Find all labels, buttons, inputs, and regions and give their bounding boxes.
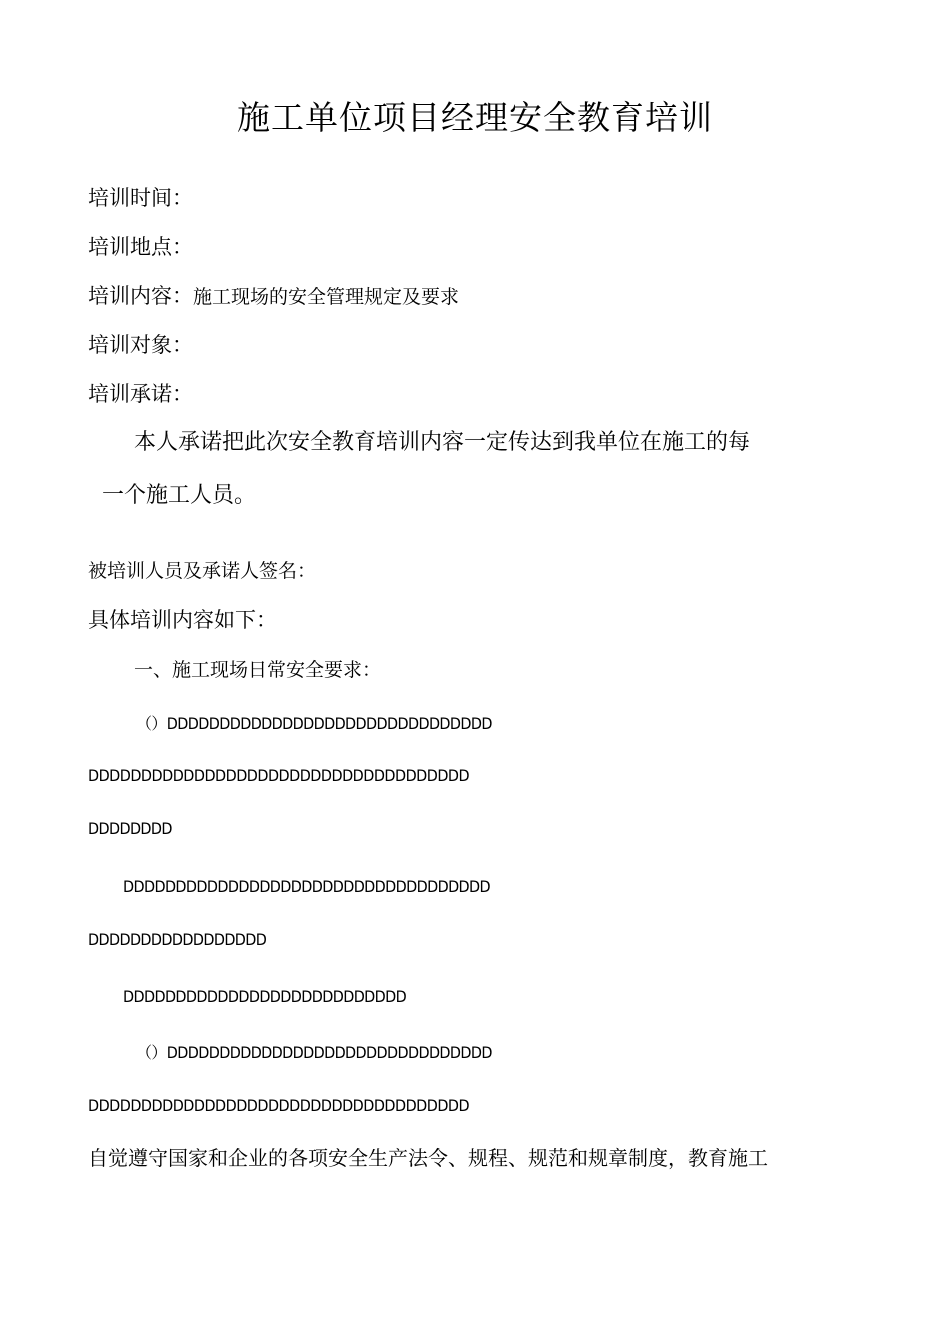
field-value: 施工现场的安全管理规定及要求 bbox=[193, 286, 460, 308]
field-training-time bbox=[88, 188, 193, 209]
field-training-location bbox=[88, 237, 193, 258]
field-training-commitment bbox=[88, 384, 193, 405]
field-training-content bbox=[88, 286, 459, 307]
field-label: 培训时间： bbox=[88, 186, 193, 210]
garbled-line: DDDDDDDDDDDDDDDDD bbox=[88, 930, 267, 949]
field-label: 培训承诺： bbox=[88, 382, 193, 406]
commitment-line-1: 本人承诺把此次安全教育培训内容一定传达到我单位在施工的每 bbox=[134, 430, 751, 455]
garbled-line: DDDDDDDDDDDDDDDDDDDDDDDDDDDDDDDDDDDD bbox=[88, 766, 470, 785]
section-heading: 一、施工现场日常安全要求： bbox=[134, 659, 382, 681]
garbled-line: DDDDDDDDDDDDDDDDDDDDDDDDDDD bbox=[123, 987, 407, 1006]
garbled-line: DDDDDDDDDDDDDDDDDDDDDDDDDDDDDDDDDDD bbox=[123, 877, 491, 896]
signature-label: 被培训人员及承诺人签名： bbox=[88, 560, 317, 582]
field-training-target bbox=[88, 335, 193, 356]
garbled-line: DDDDDDDDDDDDDDDDDDDDDDDDDDDDDDDDDDDD bbox=[88, 1096, 470, 1115]
field-label: 培训地点： bbox=[88, 235, 193, 259]
garbled-line: DDDDDDDD bbox=[88, 819, 172, 838]
page-title: 施工单位项目经理安全教育培训 bbox=[237, 98, 713, 137]
garbled-line: （）DDDDDDDDDDDDDDDDDDDDDDDDDDDDDDD bbox=[136, 714, 492, 733]
garbled-line: （）DDDDDDDDDDDDDDDDDDDDDDDDDDDDDDD bbox=[136, 1043, 492, 1062]
commitment-line-2: 一个施工人员。 bbox=[102, 483, 257, 508]
content-heading: 具体培训内容如下： bbox=[88, 608, 277, 632]
field-label: 培训对象： bbox=[88, 333, 193, 357]
final-paragraph: 自觉遵守国家和企业的各项安全生产法令、规程、规范和规章制度，教育施工 bbox=[88, 1146, 768, 1170]
field-label: 培训内容： bbox=[88, 284, 193, 308]
